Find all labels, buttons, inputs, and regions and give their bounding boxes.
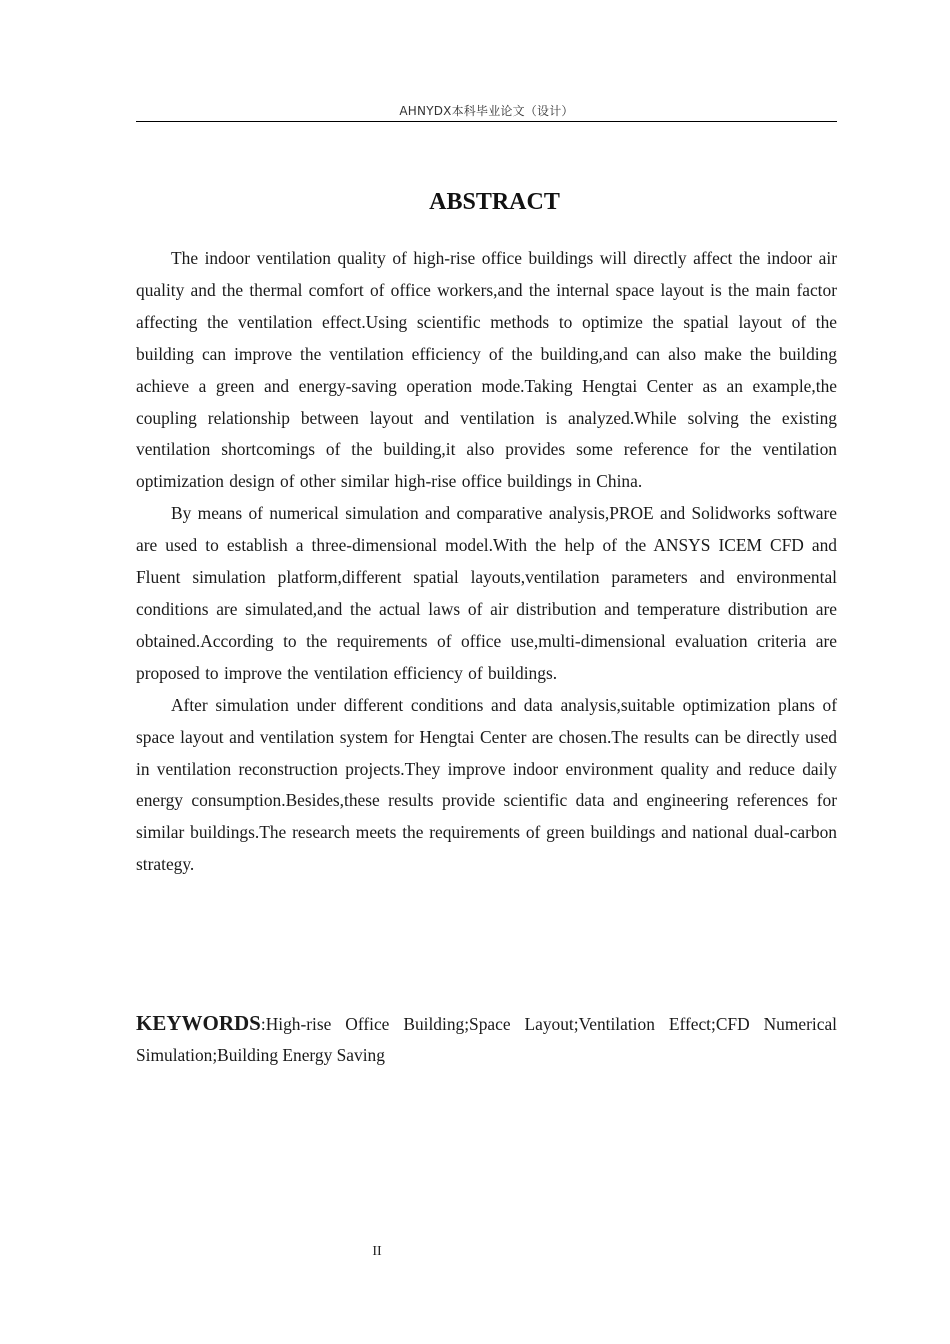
keywords-text: :High-rise Office Building;Space Layout;Ventilation Effect;CFD Numerical Simulation;Building Energy Saving — [136, 1014, 837, 1066]
abstract-body — [136, 243, 837, 881]
keywords-label: KEYWORDS — [136, 1011, 261, 1035]
page-number: II — [372, 1244, 382, 1259]
running-header: AHNYDX本科毕业论文（设计） — [399, 104, 574, 118]
header-divider — [136, 121, 837, 122]
abstract-paragraph-2: By means of numerical simulation and comparative analysis,PROE and Solidworks software are used to establish a three-dimensional model.With the help of the ANSYS ICEM CFD and Fluent simulation platform,different spatial layouts,ventilation parameters and environmental conditions are simulated,and the actual laws of air distribution and temperature distribution are obtained.According to the requirements of office use,multi-dimensional evaluation criteria are proposed to improve the ventilation efficiency of buildings. — [136, 503, 837, 683]
abstract-paragraph-3: After simulation under different conditions and data analysis,suitable optimization plans of space layout and ventilation system for Hengtai Center are chosen.The results can be directly used in ventilation reconstruction projects.They improve indoor environment quality and reduce daily energy consumption.Besides,these results provide scientific data and engineering references for similar buildings.The research meets the requirements of green buildings and national dual-carbon strategy. — [136, 694, 837, 875]
abstract-title: ABSTRACT — [429, 189, 560, 215]
keywords-line — [136, 1008, 837, 1072]
abstract-paragraph-1: The indoor ventilation quality of high-rise office buildings will directly affect the indoor air quality and the thermal comfort of office workers,and the internal space layout is the main factor affecting the ventilation effect.Using scientific methods to optimize the spatial layout of the building can improve the ventilation efficiency of the building,and can also make the building achieve a green and energy-saving operation mode.Taking Hengtai Center as an example,the coupling relationship between layout and ventilation is analyzed.While solving the existing ventilation shortcomings of the building,it also provides some reference for the ventilation optimization design of other similar high-rise office buildings in China. — [136, 248, 837, 492]
